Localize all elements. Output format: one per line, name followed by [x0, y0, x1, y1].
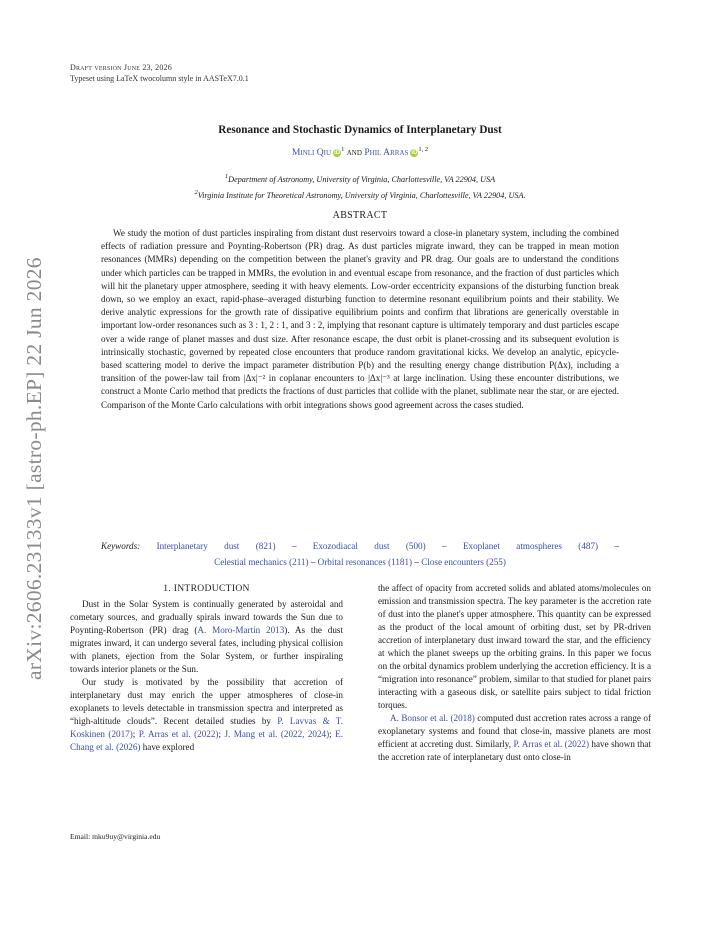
- keywords-block: [101, 538, 619, 570]
- section-heading: 1. INTRODUCTION: [163, 583, 250, 594]
- right-column: [378, 582, 651, 764]
- paragraph-text: Dust in the Solar System is continually generated by asteroidal and cometary sources, and gradually spirals inward towards the Sun due to Poynting-Robertson (PR) drag (: [70, 599, 343, 635]
- abstract-text: We study the motion of dust particles inspiraling from distant dust reservoirs toward a close-in planetary system, including the combined effects of radiation pressure and Poynting-Robertson (PR) drag. As dust particles migrate inward, they can be trapped in mean motion resonances (MMRs) depending on the competition between the planet's gravity and PR drag. Our goals are to understand the conditions under which particles can be trapped in MMRs, the evolution in and eventual escape from resonance, and the fraction of dust particles which will hit the planetary upper atmosphere, seeding it with heavy elements. Low-order eccentricity expansions of the disturbing function break down, so we employ an exact, rapid-phase–averaged disturbing function to determine resonant equilibrium points and their stability. We derive analytic expressions for the growth rate of dissipative equilibrium points and confirm that librations are generically overstable in important low-order resonances such as 3 : 1, 2 : 1, and 3 : 2, implying that resonant capture is ultimately temporary and dust particles escape over a wide range of planet masses and dust size. After resonance escape, the dust orbit is planet-crossing and its subsequent evolution is intrinsically stochastic, governed by repeated close encounters that produce random gravitational kicks. We develop an analytic, epicycle-based scattering model to derive the impact parameter distribution P(b) and the resulting energy change distribution P(Δx), including a transition of the power-law tail from |Δx|⁻² in coplanar encounters to |Δx|⁻³ at large inclination. Using these encounter distributions, we construct a Monte Carlo method that predicts the fractions of dust particles that collide with the planet, sublimate near the star, or are ejected. Comparison of the Monte Carlo calculations with orbit integrations shows good agreement across the cases studied.: [101, 228, 619, 410]
- paragraph-text: have explored: [140, 742, 195, 752]
- keyword-link[interactable]: Orbital resonances (1181): [317, 557, 413, 567]
- keywords-label: Keywords:: [101, 541, 141, 551]
- footnote-email: Email: mku9uy@virginia.edu: [70, 832, 161, 841]
- author-link[interactable]: Phil Arras: [364, 147, 409, 158]
- keywords-line-1: [101, 538, 619, 554]
- keyword-link[interactable]: Exozodiacal dust (500): [312, 541, 426, 551]
- abstract-heading: ABSTRACT: [332, 210, 388, 221]
- keyword-link[interactable]: Close encounters (255): [421, 557, 506, 567]
- keyword-link[interactable]: Exoplanet atmospheres (487): [462, 541, 599, 551]
- keyword-separator: –: [310, 557, 316, 567]
- paragraph: the affect of opacity from accreted solids and ablated atoms/molecules on emission and transmission spectra. The key parameter is the accretion rate of dust into the planet's upper atmosphere. This quantity can be expressed as the product of the local amount of orbiting dust, set by PR-driven accretion of interplanetary dust inward toward the star, and the efficiency at which the planet sweeps up the orbiting grains. In this paper we focus on the orbital dynamics problem underlying the accretion efficiency. It is a “migration into resonance” problem, similar to that studied for planet pairs interacting with a gaseous disk, or satellite pairs subject to tidal friction torques.: [378, 583, 651, 710]
- paper-title: Resonance and Stochastic Dynamics of Interplanetary Dust: [218, 124, 502, 136]
- left-column: [70, 582, 343, 754]
- orcid-icon[interactable]: iD: [411, 150, 418, 156]
- paragraph-text: have shown that the accretion rate of interplanetary dust onto close-in: [378, 739, 651, 762]
- keyword-link[interactable]: Interplanetary dust (821): [156, 541, 276, 551]
- citation-link[interactable]: E. Chang et al. (2026): [70, 729, 344, 752]
- citation-separator: ;: [218, 729, 225, 739]
- keyword-separator: –: [291, 541, 297, 551]
- paragraph-text: ). As the dust migrates inward, it can undergo several fates, including physical collision with planets, ejection from the Solar System, or further inspiraling towards interior planets or the Sun.: [70, 625, 343, 674]
- author-affil-number: 1: [341, 146, 345, 153]
- paragraph: [70, 676, 343, 754]
- keyword-separator: –: [414, 557, 419, 567]
- citation-link[interactable]: A. Moro-Martin 2013: [197, 625, 285, 635]
- orcid-icon[interactable]: iD: [334, 150, 341, 156]
- typeset-line: Typeset using LaTeX twocolumn style in AASTeX7.0.1: [70, 74, 249, 83]
- paragraph-text: Our study is motivated by the possibility that accretion of interplanetary dust may enrich the upper atmospheres of close-in exoplanets to levels detectable in transmission spectra and interpreted as “high-altitude clouds”. Recent detailed studies by: [70, 677, 343, 726]
- keyword-separator: –: [442, 541, 447, 551]
- running-header: [70, 62, 249, 84]
- author-conjunction: and: [346, 147, 362, 158]
- affiliations: [70, 170, 650, 202]
- citation-link[interactable]: J. Mang et al. (2022, 2024): [224, 729, 330, 739]
- affiliation-text: Virginia Institute for Theoretical Astronomy, University of Virginia, Charlottesville, VA 22904, USA.: [197, 191, 526, 200]
- affiliation: [70, 170, 650, 186]
- affiliation-number: 1: [224, 173, 229, 180]
- keywords-line-2: [101, 554, 619, 570]
- paragraph: [70, 598, 343, 676]
- author-list: [70, 146, 650, 158]
- author-link[interactable]: Minli Qiu: [291, 147, 332, 158]
- citation-separator: ;: [132, 729, 139, 739]
- paragraph-text: computed dust accretion rates across a range of exoplanetary systems and found that close-in, massive planets are most efficient at accreting dust. Similarly,: [378, 713, 652, 749]
- affiliation: [70, 186, 650, 202]
- author-affil-number: 1, 2: [418, 146, 429, 153]
- affiliation-text: Department of Astronomy, University of Virginia, Charlottesville, VA 22904, USA: [228, 175, 496, 184]
- keyword-link[interactable]: Celestial mechanics (211): [214, 557, 309, 567]
- citation-link[interactable]: P. Arras et al. (2022): [513, 739, 590, 749]
- citation-separator: ;: [329, 729, 336, 739]
- paragraph: [378, 712, 651, 764]
- arxiv-identifier-stamp: arXiv:2606.23133v1 [astro-ph.EP] 22 Jun 2026: [22, 257, 46, 680]
- citation-link[interactable]: A. Bonsor et al. (2018): [390, 713, 475, 723]
- draft-version-line: Draft version June 23, 2026: [70, 63, 172, 72]
- keyword-separator: –: [614, 541, 619, 551]
- affiliation-number: 2: [194, 189, 198, 196]
- citation-link[interactable]: P. Arras et al. (2022): [138, 729, 219, 739]
- citation-link[interactable]: P. Lavvas & T. Koskinen (2017): [70, 716, 343, 739]
